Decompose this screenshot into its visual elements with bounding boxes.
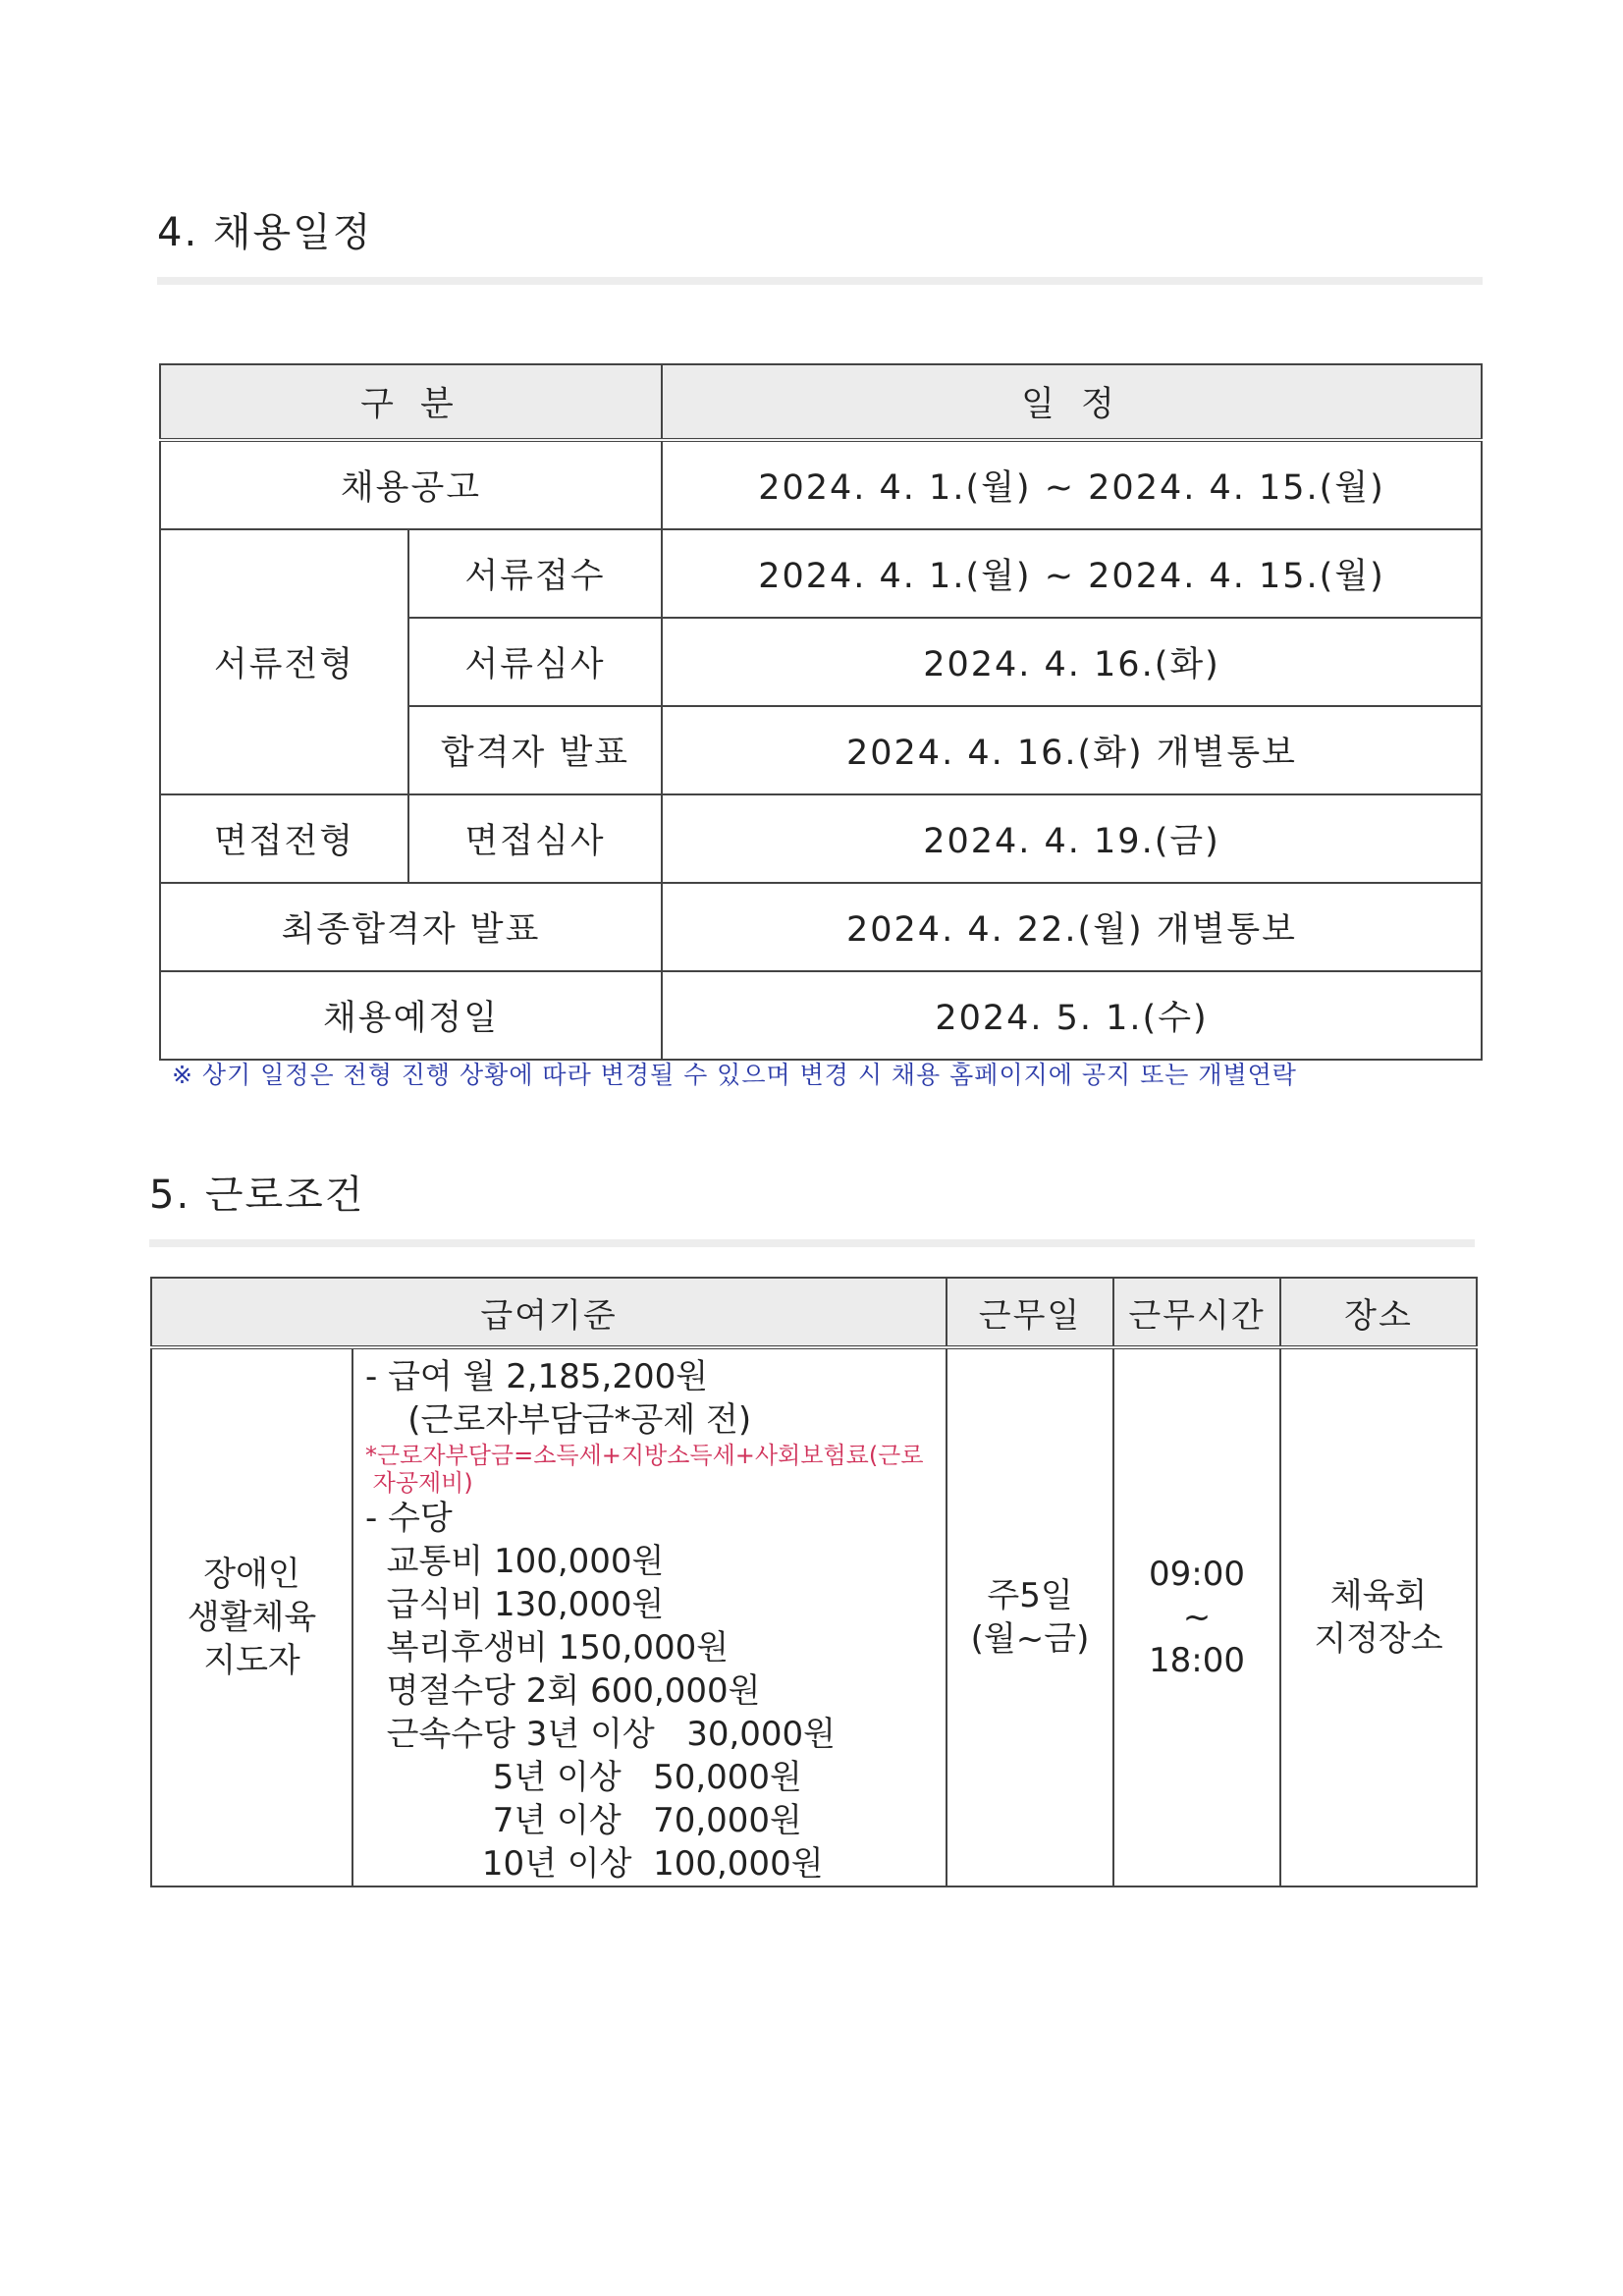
group-interview: 면접전형 [160, 794, 408, 883]
row-date-interview: 2024. 4. 19.(금) [662, 794, 1482, 883]
pay-salary-note: (근로자부담금*공제 전) [365, 1400, 752, 1440]
allowance-title: - 수당 [365, 1499, 453, 1538]
header-category: 구 분 [160, 364, 662, 440]
work-hours-end: 18:00 [1149, 1641, 1245, 1680]
header-pay: 급여기준 [151, 1278, 947, 1347]
table-row [160, 794, 1482, 883]
allowance-tenure: 5년 이상 50,000원 [365, 1758, 802, 1797]
work-hours-cell [1113, 1347, 1280, 1886]
allowance-tenure: 10년 이상 100,000원 [365, 1844, 824, 1884]
work-days-line: (월~금) [970, 1619, 1090, 1659]
table-row [160, 440, 1482, 529]
header-date: 일 정 [662, 364, 1482, 440]
allowance-transport: 교통비 100,000원 [365, 1542, 665, 1581]
header-hours: 근무시간 [1113, 1278, 1280, 1347]
work-place-cell [1280, 1347, 1477, 1886]
row-label-doc-pass: 합격자 발표 [408, 706, 662, 794]
row-label-final: 최종합격자 발표 [160, 883, 662, 971]
header-place: 장소 [1280, 1278, 1477, 1347]
row-date-final: 2024. 4. 22.(월) 개별통보 [662, 883, 1482, 971]
work-conditions-table [150, 1277, 1478, 1887]
pay-deduction-note: *근로자부담금=소득세+지방소득세+사회보험료(근로 [365, 1442, 924, 1469]
work-days-line: 주5일 [987, 1576, 1073, 1615]
position-line: 장애인 [203, 1555, 300, 1594]
work-days-cell [947, 1347, 1113, 1886]
table-row [151, 1347, 1477, 1886]
work-place-line: 지정장소 [1314, 1619, 1443, 1659]
work-hours-start: 09:00 [1149, 1555, 1245, 1594]
section-5-title: 5. 근로조건 [149, 1173, 365, 1218]
pay-details-cell [352, 1347, 947, 1886]
position-line: 지도자 [203, 1641, 300, 1680]
row-label-interview: 면접심사 [408, 794, 662, 883]
section-5-divider [149, 1239, 1475, 1247]
position-line: 생활체육 [187, 1598, 317, 1637]
allowance-welfare: 복리후생비 150,000원 [365, 1628, 730, 1667]
schedule-note: ※ 상기 일정은 전형 진행 상황에 따라 변경될 수 있으며 변경 시 채용 홈페이지에 공지 또는 개별연락 [172, 1061, 1297, 1089]
row-date-start: 2024. 5. 1.(수) [662, 971, 1482, 1060]
allowance-tenure: 근속수당 3년 이상 30,000원 [365, 1715, 837, 1754]
header-days: 근무일 [947, 1278, 1113, 1347]
allowance-meal: 급식비 130,000원 [365, 1585, 665, 1624]
row-date-doc-review: 2024. 4. 16.(화) [662, 618, 1482, 706]
table-row [160, 883, 1482, 971]
row-date-doc-receipt: 2024. 4. 1.(월) ~ 2024. 4. 15.(월) [662, 529, 1482, 618]
schedule-table [159, 363, 1483, 1061]
row-date-doc-pass: 2024. 4. 16.(화) 개별통보 [662, 706, 1482, 794]
row-label-posting: 채용공고 [160, 440, 662, 529]
row-label-start: 채용예정일 [160, 971, 662, 1060]
group-doc-screening: 서류전형 [160, 529, 408, 794]
row-label-doc-receipt: 서류접수 [408, 529, 662, 618]
allowance-tenure: 7년 이상 70,000원 [365, 1801, 802, 1840]
row-label-doc-review: 서류심사 [408, 618, 662, 706]
allowance-holiday: 명절수당 2회 600,000원 [365, 1671, 761, 1711]
table-row [160, 971, 1482, 1060]
pay-salary: - 급여 월 2,185,200원 [365, 1357, 709, 1396]
work-hours-sep: ~ [1182, 1598, 1212, 1637]
position-cell [151, 1347, 352, 1886]
work-place-line: 체육회 [1329, 1576, 1428, 1615]
section-4-divider [157, 277, 1483, 285]
pay-deduction-note-cont: 자공제비) [365, 1469, 473, 1497]
row-date-posting: 2024. 4. 1.(월) ~ 2024. 4. 15.(월) [662, 440, 1482, 529]
section-4-title: 4. 채용일정 [157, 210, 373, 255]
table-row [160, 529, 1482, 618]
